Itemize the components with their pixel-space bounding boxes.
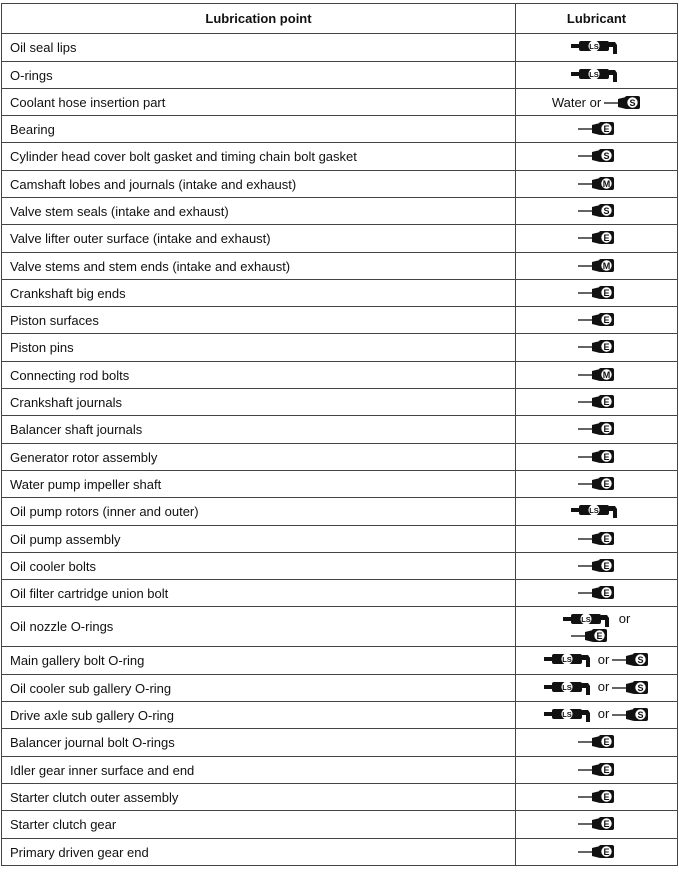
molybdenum-disulfide-oil-m-icon <box>578 366 615 382</box>
engine-oil-icon <box>578 420 615 436</box>
table-row <box>2 225 678 253</box>
lubricant-cell <box>516 729 678 757</box>
svg-text:E: E <box>603 791 610 802</box>
header-lubricant: Lubricant <box>516 4 678 34</box>
svg-text:E: E <box>603 764 610 775</box>
table-row <box>2 334 678 362</box>
engine-oil-icon <box>578 284 615 300</box>
table-row <box>2 498 678 526</box>
lubrication-point-cell: Starter clutch outer assembly <box>2 784 516 811</box>
molybdenum-disulfide-oil-icon <box>612 706 649 722</box>
table-row <box>2 280 678 307</box>
lubrication-point-cell: Drive axle sub gallery O-ring <box>2 702 516 729</box>
lubricant-cell <box>516 116 678 143</box>
lubrication-point-cell: Water pump impeller shaft <box>2 471 516 498</box>
lubricant-cell <box>516 198 678 225</box>
svg-text:E: E <box>596 630 603 641</box>
table-row <box>2 198 678 225</box>
svg-text:LS: LS <box>589 506 599 515</box>
lubricant-cell <box>516 471 678 498</box>
svg-text:LS: LS <box>561 709 572 719</box>
engine-oil-icon <box>578 311 615 327</box>
svg-text:E: E <box>603 737 610 747</box>
lubricant-cell <box>516 498 678 526</box>
lubrication-point-cell: Idler gear inner surface and end <box>2 757 516 784</box>
engine-oil-icon <box>578 475 615 491</box>
svg-text:E: E <box>603 424 610 434</box>
molybdenum-disulfide-oil-icon <box>604 94 641 110</box>
svg-text:E: E <box>603 819 610 829</box>
engine-oil-icon <box>578 843 615 859</box>
lubrication-table <box>1 3 678 866</box>
lubrication-point-cell: Oil nozzle O-rings <box>2 607 516 647</box>
svg-text:S: S <box>637 682 644 693</box>
svg-text:E: E <box>603 342 610 352</box>
lubricant-cell <box>516 334 678 362</box>
lubricant-cell <box>516 553 678 580</box>
table-row <box>2 62 678 89</box>
table-row <box>2 253 678 280</box>
table-row <box>2 675 678 702</box>
svg-text:LS: LS <box>561 655 572 664</box>
svg-text:E: E <box>603 396 610 407</box>
engine-oil-icon <box>578 733 615 749</box>
lubricant-text: or <box>597 706 610 721</box>
svg-text:E: E <box>603 233 610 243</box>
lubricant-cell <box>516 253 678 280</box>
lubrication-point-cell: Starter clutch gear <box>2 811 516 839</box>
svg-text:E: E <box>603 846 610 857</box>
molybdenum-disulfide-oil-icon <box>578 147 615 163</box>
lubrication-point-cell: Valve lifter outer surface (intake and exhaust) <box>2 225 516 253</box>
or-text: or <box>618 611 631 626</box>
table-row <box>2 89 678 116</box>
svg-text:M: M <box>602 178 611 189</box>
lubricant-cell <box>516 416 678 444</box>
svg-text:LS: LS <box>589 42 599 51</box>
svg-text:LS: LS <box>561 682 572 692</box>
lubrication-point-cell: Oil cooler bolts <box>2 553 516 580</box>
engine-oil-icon <box>578 229 615 245</box>
lithium-soap-grease-icon <box>571 502 622 518</box>
lubricant-cell <box>516 34 678 62</box>
svg-text:S: S <box>603 151 610 161</box>
lubrication-point-cell: Oil cooler sub gallery O-ring <box>2 675 516 702</box>
svg-text:M: M <box>602 260 611 271</box>
svg-text:M: M <box>602 369 611 380</box>
lubrication-point-cell: Valve stems and stem ends (intake and exhaust) <box>2 253 516 280</box>
lubricant-cell <box>516 839 678 866</box>
table-row <box>2 702 678 729</box>
lubrication-point-cell: Camshaft lobes and journals (intake and exhaust) <box>2 171 516 198</box>
svg-text:E: E <box>603 587 610 598</box>
svg-text:E: E <box>603 478 610 489</box>
lubrication-point-cell: Valve stem seals (intake and exhaust) <box>2 198 516 225</box>
lithium-soap-grease-icon <box>563 611 614 627</box>
lubricant-cell <box>516 62 678 89</box>
lubrication-point-cell: Generator rotor assembly <box>2 444 516 471</box>
svg-text:E: E <box>603 560 610 571</box>
lubrication-point-cell: Oil seal lips <box>2 34 516 62</box>
lubricant-text: or <box>597 651 610 667</box>
table-row <box>2 116 678 143</box>
engine-oil-icon <box>571 627 608 643</box>
lubricant-cell <box>516 526 678 553</box>
table-row <box>2 580 678 607</box>
lubricant-cell <box>516 171 678 198</box>
lubrication-point-cell: O-rings <box>2 62 516 89</box>
table-row <box>2 171 678 198</box>
table-row <box>2 811 678 839</box>
engine-oil-icon <box>578 338 615 354</box>
lubricant-cell <box>516 307 678 334</box>
svg-text:E: E <box>603 287 610 298</box>
table-row <box>2 416 678 444</box>
table-row <box>2 526 678 553</box>
lithium-soap-grease-icon <box>544 706 595 722</box>
lubrication-point-cell: Crankshaft journals <box>2 389 516 416</box>
lithium-soap-grease-icon <box>544 651 595 667</box>
engine-oil-icon <box>578 815 615 831</box>
svg-text:S: S <box>637 655 644 665</box>
lubricant-cell <box>516 89 678 116</box>
svg-text:S: S <box>603 205 610 216</box>
lubrication-point-cell: Oil pump assembly <box>2 526 516 553</box>
lubrication-point-cell: Cylinder head cover bolt gasket and timing chain bolt gasket <box>2 143 516 171</box>
table-row <box>2 729 678 757</box>
table-row <box>2 34 678 62</box>
table-row <box>2 307 678 334</box>
lubricant-text: or <box>597 679 610 694</box>
table-row <box>2 647 678 675</box>
engine-oil-icon <box>578 557 615 573</box>
lubricant-cell <box>516 280 678 307</box>
lubrication-point-cell: Main gallery bolt O-ring <box>2 647 516 675</box>
lubrication-point-cell: Balancer shaft journals <box>2 416 516 444</box>
table-row <box>2 784 678 811</box>
engine-oil-icon <box>578 120 615 136</box>
lubricant-cell <box>516 362 678 389</box>
svg-text:LS: LS <box>589 69 599 79</box>
molybdenum-disulfide-oil-m-icon <box>578 175 615 191</box>
molybdenum-disulfide-oil-m-icon <box>578 257 615 273</box>
lubricant-cell <box>516 811 678 839</box>
svg-text:S: S <box>629 98 636 108</box>
lithium-soap-grease-icon <box>571 66 622 82</box>
header-lubrication-point: Lubrication point <box>2 4 516 34</box>
lubricant-cell <box>516 757 678 784</box>
table-row <box>2 607 678 647</box>
svg-text:S: S <box>637 709 644 720</box>
lubrication-point-cell: Piston surfaces <box>2 307 516 334</box>
lithium-soap-grease-icon <box>571 38 622 54</box>
molybdenum-disulfide-oil-icon <box>612 679 649 695</box>
table-row <box>2 757 678 784</box>
lubricant-cell <box>516 580 678 607</box>
engine-oil-icon <box>578 761 615 777</box>
engine-oil-icon <box>578 448 615 464</box>
lubrication-point-cell: Oil pump rotors (inner and outer) <box>2 498 516 526</box>
svg-text:E: E <box>603 533 610 544</box>
lubricant-cell <box>516 607 678 647</box>
engine-oil-icon <box>578 393 615 409</box>
lubrication-point-cell: Bearing <box>2 116 516 143</box>
svg-text:E: E <box>603 314 610 325</box>
molybdenum-disulfide-oil-icon <box>578 202 615 218</box>
table-row <box>2 471 678 498</box>
lubricant-cell <box>516 702 678 729</box>
engine-oil-icon <box>578 530 615 546</box>
lubrication-point-cell: Crankshaft big ends <box>2 280 516 307</box>
engine-oil-icon <box>578 788 615 804</box>
lubricant-text: Water or <box>551 94 602 110</box>
table-header-row <box>2 4 678 34</box>
table-row <box>2 362 678 389</box>
lubrication-point-cell: Balancer journal bolt O-rings <box>2 729 516 757</box>
engine-oil-icon <box>578 584 615 600</box>
table-row <box>2 839 678 866</box>
lubrication-point-cell: Primary driven gear end <box>2 839 516 866</box>
lubricant-cell <box>516 675 678 702</box>
table-row <box>2 553 678 580</box>
lubricant-cell <box>516 143 678 171</box>
lubricant-cell <box>516 444 678 471</box>
table-row <box>2 143 678 171</box>
table-row <box>2 444 678 471</box>
lubrication-point-cell: Oil filter cartridge union bolt <box>2 580 516 607</box>
lubricant-cell <box>516 389 678 416</box>
lubricant-cell <box>516 784 678 811</box>
svg-text:E: E <box>603 451 610 462</box>
lubricant-cell <box>516 225 678 253</box>
svg-text:E: E <box>603 123 610 134</box>
table-row <box>2 389 678 416</box>
lubricant-cell <box>516 647 678 675</box>
lithium-soap-grease-icon <box>544 679 595 695</box>
lubrication-point-cell: Piston pins <box>2 334 516 362</box>
molybdenum-disulfide-oil-icon <box>612 651 649 667</box>
lubrication-point-cell: Coolant hose insertion part <box>2 89 516 116</box>
lubrication-point-cell: Connecting rod bolts <box>2 362 516 389</box>
svg-text:LS: LS <box>580 614 591 624</box>
